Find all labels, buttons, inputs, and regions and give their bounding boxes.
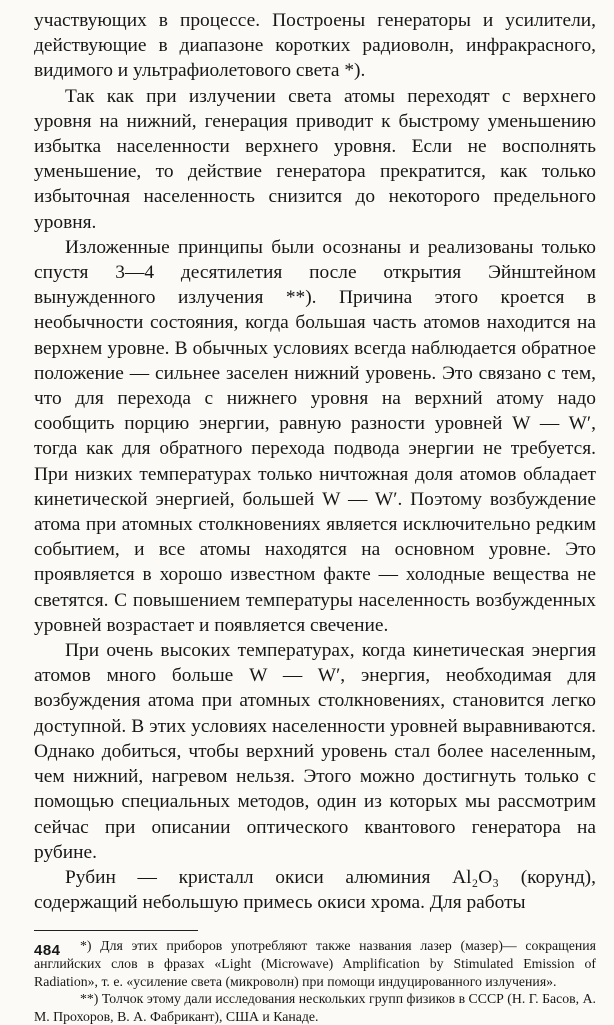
- paragraph-continuation: участвующих в процессе. Построены генераторы и усилители, действующие в диапазоне коротких радиоволн, инфракрасного, видимого и ультрафиолетового света *).: [34, 10, 596, 82]
- footnotes: [34, 937, 596, 1025]
- paragraph-high-temperatures: При очень высоких температурах, когда кинетическая энергия атомов много больше W — W′, энергия, необходимая для возбуждения атома при атомных столкновениях, становится легко доступной. В этих условиях населенности уровней выравниваются. Однако добиться, чтобы верхний уровень стал более населенным, чем нижний, нагревом нельзя. Этого можно достигнуть только с помощью специальных методов, один из которых мы рассмотрим сейчас при описании оптического квантового генератора на рубине.: [34, 640, 596, 863]
- paragraph-ruby: Рубин — кристалл окиси алюминия Al₂O₃ (корунд), содержащий небольшую примесь окиси хрома. Для работы: [34, 866, 596, 914]
- footnote-research-groups: **) Толчок этому дали исследования нескольких групп физиков в СССР (Н. Г. Басов, А. М. Прохоров, В. А. Фабрикант), США и Канаде.: [34, 991, 596, 1024]
- main-text: [34, 8, 596, 915]
- footnote-divider: [34, 930, 198, 931]
- paragraph-principles: Изложенные принципы были осознаны и реализованы только спустя 3—4 десятилетия после открытия Эйнштейном вынужденного излучения **). Причина этого кроется в необычности состояния, когда большая часть атомов находится на верхнем уровне. В обычных условиях всегда наблюдается обратное положение — сильнее заселен нижний уровень. Это связано с тем, что для перехода с нижнего уровня на верхний атому надо сообщить порцию энергии, равную разности уровней W — W′, тогда как для обратного перехода подвода энергии не требуется. При низких температурах только ничтожная доля атомов обладает кинетической энергией, большей W — W′. Поэтому возбуждение атома при атомных столкновениях является исключительно редким событием, и все атомы находятся на основном уровне. Это проявляется в хорошо известном факте — холодные вещества не светятся. С повышением температуры населенность возбужденных уровней возрастает и появляется свечение.: [34, 236, 596, 636]
- footnote-laser: *) Для этих приборов употребляют также названия лазер (мазер)— сокращения английских слов в фразах «Light (Microwave) Amplification by Stimulated Emission of Radiation», т. е. «усиление света (микроволн) при помощи индуцированного излучения».: [34, 938, 596, 989]
- page-number: 484: [34, 942, 61, 959]
- paragraph-generation: Так как при излучении света атомы переходят с верхнего уровня на нижний, генерация приводит к быстрому уменьшению избытка населенности верхнего уровня. Если не восполнять уменьшение, то действие генератора прекратится, как только избыточная населенность снизится до некоторого предельного уровня.: [34, 85, 596, 233]
